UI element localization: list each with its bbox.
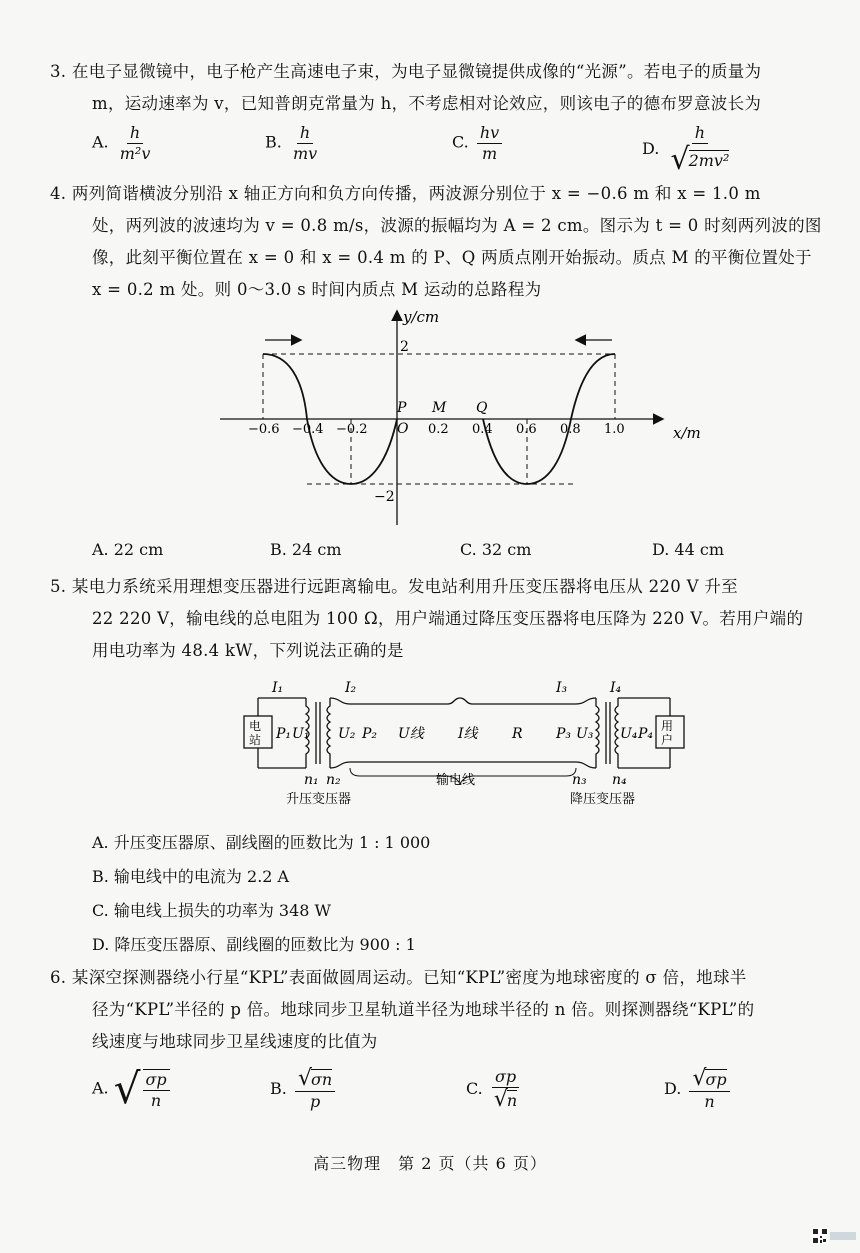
numerator: σp	[492, 1068, 519, 1088]
label-u-line: U线	[398, 726, 424, 742]
option-label: D.	[664, 1078, 682, 1098]
label-n3: n₃	[572, 772, 587, 788]
label-p1: P₁	[276, 726, 292, 742]
q5-option-a: A. 升压变压器原、副线圈的匝数比为 1 : 1 000	[92, 833, 431, 852]
option-label: A.	[92, 1078, 109, 1098]
numerator: h	[127, 124, 143, 144]
x-tick: −0.4	[292, 422, 324, 437]
fraction	[143, 1069, 170, 1109]
label-n2: n₂	[326, 772, 341, 788]
origin-label: O	[397, 421, 409, 437]
x-tick: 0.4	[472, 422, 493, 437]
sqrt-icon: √	[493, 1086, 508, 1112]
label-u2: U₂	[338, 726, 356, 742]
denominator: n	[704, 1092, 715, 1111]
option-label: D.	[642, 138, 660, 158]
q4-option-a: A. 22 cm	[92, 540, 164, 559]
radicand: n	[506, 1090, 518, 1110]
q6-option-b	[270, 1068, 335, 1111]
q4-option-c: C. 32 cm	[460, 540, 532, 559]
point-p-label: P	[397, 400, 407, 416]
point-q-label: Q	[476, 400, 488, 416]
step-down-coils-icon	[596, 698, 618, 768]
label-p2: P₂	[362, 726, 378, 742]
step-down-label: 降压变压器	[570, 792, 636, 807]
fraction	[295, 1068, 335, 1111]
fraction	[117, 124, 154, 162]
q4-line3: 像，此刻平衡位置在 x = 0 和 x = 0.4 m 的 P、Q 两质点刚开始振动。质点 M 的平衡位置处于	[92, 248, 812, 267]
circuit-labels	[271, 680, 653, 788]
q6-line1: 6. 某深空探测器绕小行星“KPL”表面做圆周运动。已知“KPL”密度为地球密度的 σ 倍，地球半	[50, 968, 747, 987]
q3-line1: 3. 在电子显微镜中，电子枪产生高速电子束，为电子显微镜提供成像的“光源”。若电子的质量为	[50, 62, 762, 81]
transmission-line-label: 输电线	[436, 773, 476, 788]
sqrt-expression	[113, 1064, 170, 1113]
radicand: σp	[705, 1070, 727, 1090]
label-u3: U₃	[576, 726, 594, 742]
x-tick: 0.6	[516, 422, 537, 437]
label-i3: I₃	[556, 680, 568, 696]
qr-code-icon	[812, 1228, 828, 1244]
q6-option-c	[466, 1068, 520, 1111]
label-u4: U₄	[620, 726, 638, 742]
y-tick-neg2: −2	[374, 489, 395, 505]
sqrt-icon: √	[113, 1064, 141, 1113]
sqrt-numerator	[295, 1068, 335, 1092]
q4-line4: x = 0.2 m 处。则 0～3.0 s 时间内质点 M 运动的总路程为	[92, 280, 542, 299]
y-tick-2: 2	[400, 339, 409, 355]
step-up-coils-icon	[306, 698, 330, 768]
q4-option-b: B. 24 cm	[270, 540, 342, 559]
x-tick-labels	[248, 421, 625, 437]
q6-line2: 径为“KPL”半径的 p 倍。地球同步卫星轨道半径为地球半径的 n 倍。则探测器绕“KPL”的	[92, 1000, 755, 1019]
numerator: hv	[477, 124, 502, 144]
denominator: m	[481, 143, 498, 163]
q5-line2: 22 220 V，输电线的总电阻为 100 Ω，用户端通过降压变压器将电压降为 220 V。若用户端的	[92, 609, 804, 628]
page-footer: 高三物理 第 2 页（共 6 页）	[313, 1154, 547, 1173]
x-axis-label: x/m	[673, 424, 701, 442]
label-n1: n₁	[304, 772, 319, 788]
radicand: 2mv²	[688, 150, 730, 170]
point-labels	[396, 400, 488, 416]
q3-option-a	[92, 124, 153, 162]
denominator: m²v	[119, 143, 151, 163]
x-tick: 0.8	[560, 422, 581, 437]
fraction	[290, 124, 320, 162]
fraction	[667, 124, 732, 175]
label-u1: U₁	[292, 726, 310, 742]
x-tick: 1.0	[604, 422, 625, 437]
label-n4: n₄	[612, 772, 627, 788]
numerator: h	[297, 124, 313, 144]
x-tick: −0.2	[336, 422, 368, 437]
user-label-2: 户	[661, 733, 674, 747]
transmission-circuit	[0, 672, 860, 812]
option-label: B.	[270, 1078, 287, 1098]
sqrt-icon: √	[297, 1066, 312, 1091]
q5-option-b: B. 输电线中的电流为 2.2 A	[92, 867, 290, 886]
label-i4: I₄	[610, 680, 622, 696]
sqrt-denominator	[491, 1088, 520, 1111]
label-p3: P₃	[556, 726, 572, 742]
sqrt-numerator	[689, 1068, 729, 1092]
label-r: R	[512, 726, 523, 742]
step-up-label: 升压变压器	[286, 792, 352, 807]
label-p4: P₄	[638, 726, 654, 742]
wave-graph	[0, 300, 860, 535]
q4-option-d: D. 44 cm	[652, 540, 725, 559]
q5-line1: 5. 某电力系统采用理想变压器进行远距离输电。发电站利用升压变压器将电压从 220 V 升至	[50, 577, 738, 596]
user-label: 用	[661, 719, 674, 733]
x-tick: −0.6	[248, 422, 280, 437]
q3-option-b	[265, 124, 320, 162]
q4-line1: 4. 两列简谐横波分别沿 x 轴正方向和负方向传播，两波源分别位于 x = −0.6 m 和 x = 1.0 m	[50, 184, 761, 203]
option-label: B.	[265, 132, 282, 152]
watermark-logo	[830, 1232, 856, 1240]
numerator: σp	[143, 1071, 170, 1091]
option-label: A.	[92, 132, 109, 152]
label-i-line: I线	[458, 726, 478, 742]
fraction	[477, 124, 502, 162]
denominator: p	[309, 1092, 321, 1111]
power-station-label-2: 站	[249, 733, 262, 747]
point-m-label: M	[432, 400, 447, 416]
label-i1: I₁	[272, 680, 284, 696]
q3-option-d	[642, 124, 732, 175]
q6-option-d	[664, 1068, 730, 1111]
q3-option-c	[452, 124, 502, 162]
q4-line2: 处，两列波的波速均为 v = 0.8 m/s，波源的振幅均为 A = 2 cm。图示为 t = 0 时刻两列波的图	[92, 216, 822, 235]
y-axis-label: y/cm	[403, 308, 440, 326]
option-label: C.	[452, 132, 469, 152]
x-tick: 0.2	[428, 422, 449, 437]
sqrt-denominator	[667, 141, 732, 177]
numerator: h	[692, 124, 708, 144]
q6-option-a	[92, 1064, 170, 1113]
option-label: C.	[466, 1078, 483, 1098]
q6-line3: 线速度与地球同步卫星线速度的比值为	[92, 1032, 378, 1051]
sqrt-icon: √	[670, 141, 690, 177]
fraction	[689, 1068, 729, 1111]
q5-option-d: D. 降压变压器原、副线圈的匝数比为 900 : 1	[92, 935, 416, 954]
denominator: mv	[292, 143, 318, 163]
radicand: σn	[310, 1070, 333, 1090]
q5-option-c: C. 输电线上损失的功率为 348 W	[92, 901, 332, 920]
power-station-label: 电	[249, 719, 262, 733]
q5-line3: 用电功率为 48.4 kW，下列说法正确的是	[92, 641, 404, 660]
sqrt-icon: √	[692, 1066, 707, 1091]
label-i2: I₂	[345, 680, 357, 696]
denominator: n	[150, 1090, 162, 1110]
q3-line2: m，运动速率为 v，已知普朗克常量为 h，不考虑相对论效应，则该电子的德布罗意波长为	[92, 94, 762, 113]
fraction	[491, 1068, 520, 1111]
